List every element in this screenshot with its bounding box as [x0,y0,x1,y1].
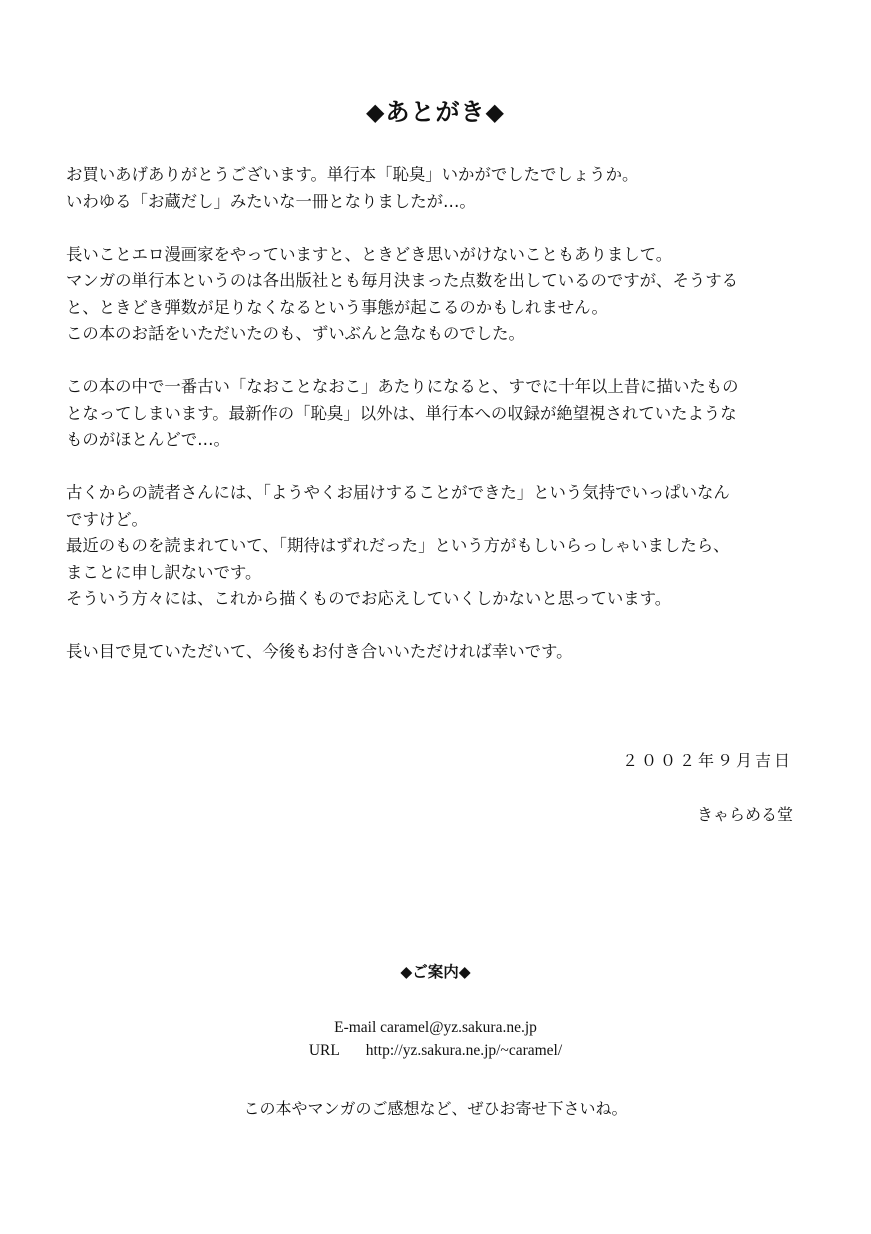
text-line: 古くからの読者さんには、「ようやくお届けすることができた」という気持でいっぱいなん [66,483,730,502]
date-line: ２００２年９月吉日 [621,751,793,770]
text-line: となってしまいます。最新作の「恥臭」以外は、単行本への収録が絶望視されていたような [66,403,737,423]
url-label: URL [308,1042,340,1059]
text-line: ですけど。 [66,509,148,529]
email-address: caramel@yz.sakura.ne.jp [380,1019,537,1036]
closing-message: この本やマンガのご感想など、ぜひお寄せ下さいね。 [243,1099,628,1118]
info-heading: ◆ご案内◆ [400,963,471,981]
text-line: と、ときどき弾数が足りなくなるという事態が起こるのかもしれません。 [66,297,608,317]
text-line: ものがほとんどで…。 [66,430,230,449]
text-line: 長いことエロ漫画家をやっていますと、ときどき思いがけないこともありまして。 [66,244,673,264]
url-address: http://yz.sakura.ne.jp/~caramel/ [365,1042,563,1059]
text-line: マンガの単行本というのは各出版社とも毎月決まった点数を出しているのですが、そうする [66,271,739,290]
contact-info [0,1016,871,1062]
paragraph [66,162,806,215]
text-line: お買いあげありがとうございます。単行本「恥臭」いかがでしたでしょうか。 [66,165,639,184]
text-line: まことに申し訳ないです。 [66,562,262,582]
afterword-body [66,162,806,692]
paragraph [66,242,806,348]
paragraph [66,639,806,666]
email-label: E-mail [334,1019,377,1036]
text-line: いわゆる「お蔵だし」みたいな一冊となりましたが…。 [66,191,476,211]
text-line: 長い目で見ていただいて、今後もお付き合いいただければ幸いです。 [66,642,573,661]
text-line: この本のお話をいただいたのも、ずいぶんと急なものでした。 [66,324,525,343]
paragraph [66,480,806,613]
url-row [0,1039,871,1062]
text-line: そういう方々には、これから描くものでお応えしていくしかないと思っています。 [66,589,672,608]
author-signature: きゃらめる堂 [696,805,793,824]
text-line: 最近のものを読まれていて、「期待はずれだった」という方がもしいらっしゃいましたら、 [66,536,730,555]
text-line: この本の中で一番古い「なおことなおこ」あたりになると、すでに十年以上昔に描いたもの [66,377,739,396]
email-row [0,1016,871,1039]
paragraph [66,374,806,454]
page-title: ◆あとがき◆ [366,98,505,126]
